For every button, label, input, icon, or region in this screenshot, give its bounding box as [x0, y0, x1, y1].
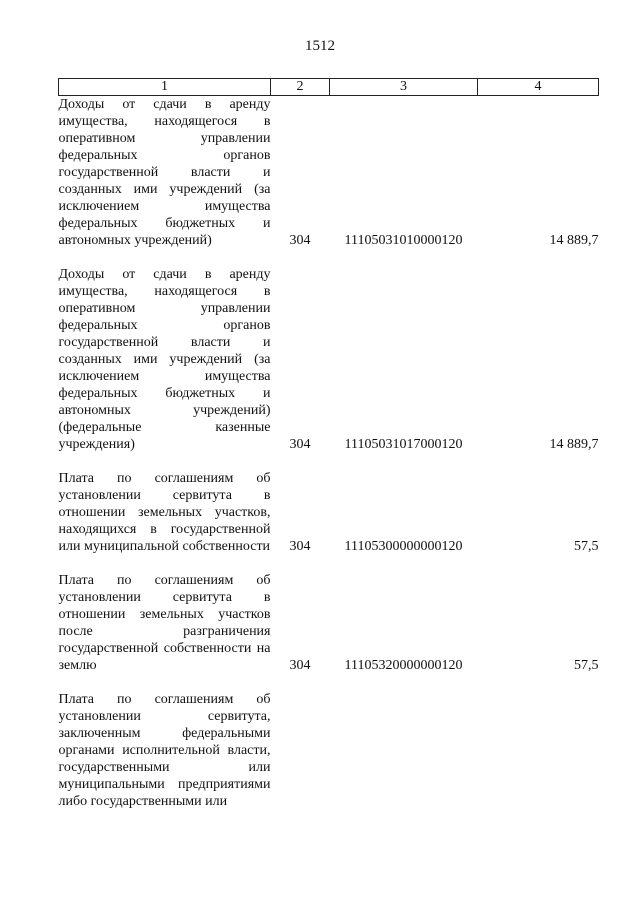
column-header-1: 1: [59, 79, 271, 96]
row-spacer: [59, 453, 599, 470]
row-spacer: [59, 674, 599, 691]
amount: 57,5: [574, 539, 599, 554]
admin-code: [271, 691, 330, 810]
revenue-name: Доходы от сдачи в аренду имущества, находящегося в оперативном управлении федеральных органов государственной власти и созданных ими учреждений (за исключением имущества федеральных бюджетных и автономных учреждений) (федеральные казенные учреждения): [58, 267, 271, 452]
table-row: [59, 691, 599, 810]
revenue-name: Доходы от сдачи в аренду имущества, находящегося в оперативном управлении федеральных органов государственной власти и созданных ими учреждений (за исключением имущества федеральных бюджетных и автономных учреждений): [58, 97, 271, 248]
admin-code: 304: [289, 437, 311, 452]
amount: 14 889,7: [549, 437, 599, 452]
budget-code: 11105320000000120: [344, 658, 463, 673]
row-spacer: [59, 249, 599, 266]
budget-code: 11105031010000120: [344, 233, 463, 248]
page-number: 1512: [305, 38, 335, 54]
revenue-table: [58, 78, 599, 810]
revenue-name: Плата по соглашениям об установлении сервитута в отношении земельных участков, находящихся в государственной или муниципальной собственности: [58, 471, 271, 554]
amount: 14 889,7: [549, 233, 599, 248]
admin-code: 304: [289, 658, 311, 673]
budget-code: 11105300000000120: [344, 539, 463, 554]
admin-code: 304: [289, 539, 311, 554]
admin-code: 304: [289, 233, 311, 248]
budget-code: 11105031017000120: [344, 437, 463, 452]
amount: 57,5: [574, 658, 599, 673]
table-row: [59, 96, 599, 250]
budget-code: [330, 691, 478, 810]
column-header-2: 2: [271, 79, 330, 96]
revenue-name: Плата по соглашениям об установлении сервитута в отношении земельных участков после разграничения государственной собственности на землю: [58, 573, 271, 673]
column-header-3: 3: [330, 79, 478, 96]
table-row: [59, 572, 599, 674]
amount: [478, 691, 599, 810]
column-header-4: 4: [478, 79, 599, 96]
table-header-row: [59, 79, 599, 96]
table-row: [59, 266, 599, 453]
row-spacer: [59, 555, 599, 572]
revenue-name: Плата по соглашениям об установлении сервитута, заключенным федеральными органами исполнительной власти, государственными или муниципальными предприятиями либо государственными или: [58, 692, 271, 809]
table-row: [59, 470, 599, 555]
